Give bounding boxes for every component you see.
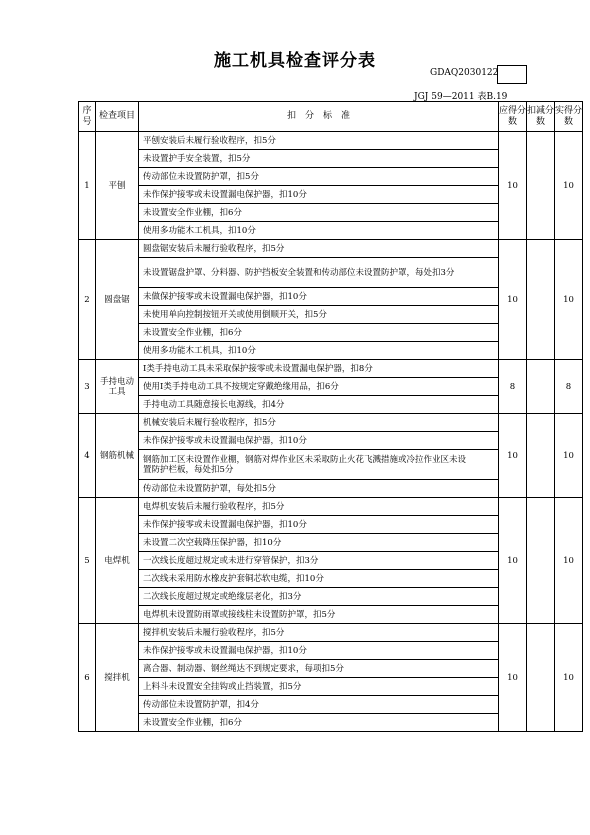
criterion-text: 离合器、制动器、钢丝绳达不到规定要求，每项扣5分 [139, 660, 471, 678]
criterion-text: 未作保护接零或未设置漏电保护器，扣10分 [139, 186, 471, 204]
criterion-text: 传动部位未设置防护罩，扣5分 [139, 168, 471, 186]
table-row [79, 624, 583, 642]
section-number: 6 [79, 624, 96, 732]
criterion-gap [471, 306, 499, 324]
score-should: 10 [499, 414, 527, 498]
section-number: 4 [79, 414, 96, 498]
criterion-text: 未设置二次空载降压保护器，扣10分 [139, 534, 471, 552]
criterion-gap [471, 168, 499, 186]
code-box[interactable] [497, 65, 527, 84]
table-row [79, 498, 583, 516]
criterion-text: 传动部位未设置防护罩，每处扣5分 [139, 480, 471, 498]
score-deduct[interactable] [527, 624, 555, 732]
criterion-gap [471, 132, 499, 150]
criterion-gap [471, 186, 499, 204]
form-code: GDAQ2030122 [430, 68, 499, 78]
criterion-gap [471, 222, 499, 240]
criterion-text: 上料斗未设置安全挂钩或止挡装置，扣5分 [139, 678, 471, 696]
criterion-text: 圆盘锯安装后未履行验收程序，扣5分 [139, 240, 471, 258]
score-should: 10 [499, 624, 527, 732]
criterion-gap [471, 678, 499, 696]
criterion-gap [471, 450, 499, 480]
criterion-text: 电焊机安装后未履行验收程序，扣5分 [139, 498, 471, 516]
criterion-text: 电焊机未设置防雨罩或接线柱未设置防护罩，扣5分 [139, 606, 471, 624]
score-deduct[interactable] [527, 498, 555, 624]
criterion-gap [471, 480, 499, 498]
criterion-text: 未作保护接零或未设置漏电保护器，扣10分 [139, 516, 471, 534]
section-number: 1 [79, 132, 96, 240]
criterion-gap [471, 660, 499, 678]
criterion-text: 传动部位未设置防护罩，扣4分 [139, 696, 471, 714]
header-should: 应得分数 [499, 102, 527, 132]
criterion-text: 二次线未采用防水橡皮护套铜芯软电缆，扣10分 [139, 570, 471, 588]
score-table [78, 101, 583, 732]
criterion-gap [471, 552, 499, 570]
score-deduct[interactable] [527, 414, 555, 498]
criterion-gap [471, 624, 499, 642]
section-name: 手持电动工具 [96, 360, 139, 414]
score-should: 10 [499, 240, 527, 360]
criterion-gap [471, 516, 499, 534]
score-should: 10 [499, 498, 527, 624]
header-criteria: 扣 分 标 准 [139, 102, 499, 132]
criterion-gap [471, 588, 499, 606]
criterion-gap [471, 240, 499, 258]
criterion-text: 未使用单向控制按钮开关或使用倒顺开关，扣5分 [139, 306, 471, 324]
criterion-text: 二次线长度超过规定或绝缘层老化，扣3分 [139, 588, 471, 606]
criterion-gap [471, 360, 499, 378]
criterion-gap [471, 432, 499, 450]
criterion-gap [471, 606, 499, 624]
criterion-text: 使用多功能木工机具，扣10分 [139, 342, 471, 360]
score-should: 10 [499, 132, 527, 240]
criterion-text: 一次线长度超过规定或未进行穿管保护，扣3分 [139, 552, 471, 570]
criterion-text: 使用Ⅰ类手持电动工具不按规定穿戴绝缘用品，扣6分 [139, 378, 471, 396]
criterion-gap [471, 414, 499, 432]
criterion-text: 机械安装后未履行验收程序，扣5分 [139, 414, 471, 432]
criterion-gap [471, 534, 499, 552]
criterion-text: 手持电动工具随意接长电源线，扣4分 [139, 396, 471, 414]
score-actual[interactable]: 10 [555, 132, 583, 240]
criterion-text: 未作保护接零或未设置漏电保护器，扣10分 [139, 642, 471, 660]
criterion-gap [471, 204, 499, 222]
table-row [79, 240, 583, 258]
section-name: 平刨 [96, 132, 139, 240]
criterion-gap [471, 570, 499, 588]
section-number: 5 [79, 498, 96, 624]
score-should: 8 [499, 360, 527, 414]
criterion-text: 未设置安全作业棚，扣6分 [139, 204, 471, 222]
criterion-text: 未设置护手安全装置，扣5分 [139, 150, 471, 168]
criterion-gap [471, 396, 499, 414]
header-deduct: 扣减分数 [527, 102, 555, 132]
criterion-text: 未设置安全作业棚，扣6分 [139, 324, 471, 342]
header-no: 序号 [79, 102, 96, 132]
section-number: 3 [79, 360, 96, 414]
criterion-gap [471, 696, 499, 714]
standard-reference: JGJ 59—2011 表B.19 [414, 92, 508, 102]
header-row [79, 102, 583, 132]
score-deduct[interactable] [527, 360, 555, 414]
header-actual: 实得分数 [555, 102, 583, 132]
criterion-gap [471, 324, 499, 342]
criterion-text: 未设置锯盘护罩、分料器、防护挡板安全装置和传动部位未设置防护罩，每处扣3分 [139, 258, 471, 288]
section-name: 钢筋机械 [96, 414, 139, 498]
section-name: 圆盘锯 [96, 240, 139, 360]
table-row [79, 132, 583, 150]
score-actual[interactable]: 8 [555, 360, 583, 414]
criterion-text: Ⅰ类手持电动工具未采取保护接零或未设置漏电保护器，扣8分 [139, 360, 471, 378]
header-item: 检查项目 [96, 102, 139, 132]
score-actual[interactable]: 10 [555, 624, 583, 732]
criterion-text: 搅拌机安装后未履行验收程序，扣5分 [139, 624, 471, 642]
section-number: 2 [79, 240, 96, 360]
criterion-gap [471, 258, 499, 288]
criterion-text: 平刨安装后未履行验收程序，扣5分 [139, 132, 471, 150]
criterion-gap [471, 288, 499, 306]
section-name: 电焊机 [96, 498, 139, 624]
criterion-text: 未做保护接零或未设置漏电保护器，扣10分 [139, 288, 471, 306]
criterion-gap [471, 378, 499, 396]
criterion-gap [471, 642, 499, 660]
table-row [79, 360, 583, 378]
score-actual[interactable]: 10 [555, 240, 583, 360]
score-actual[interactable]: 10 [555, 498, 583, 624]
score-deduct[interactable] [527, 132, 555, 240]
criterion-gap [471, 150, 499, 168]
criterion-gap [471, 342, 499, 360]
criterion-text: 未作保护接零或未设置漏电保护器，扣10分 [139, 432, 471, 450]
score-actual[interactable]: 10 [555, 414, 583, 498]
criterion-gap [471, 498, 499, 516]
criterion-gap [471, 714, 499, 732]
criterion-text: 使用多功能木工机具，扣10分 [139, 222, 471, 240]
form-title: 施工机具检查评分表 [214, 51, 376, 71]
table-row [79, 414, 583, 432]
criterion-text: 钢筋加工区未设置作业棚，钢筋对焊作业区未采取防止火花飞溅措施或冷拉作业区未设置防护栏板，每处扣5分 [139, 450, 471, 480]
score-deduct[interactable] [527, 240, 555, 360]
criterion-text: 未设置安全作业棚，扣6分 [139, 714, 471, 732]
section-name: 搅拌机 [96, 624, 139, 732]
